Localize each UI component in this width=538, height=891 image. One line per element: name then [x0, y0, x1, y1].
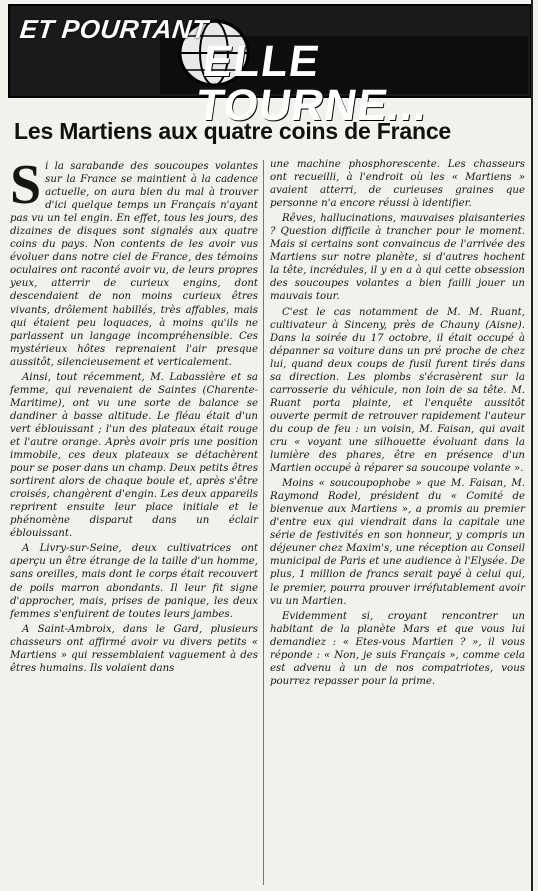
lead-text: i la sarabande des soucoupes volantes sur la France se maintient à la cadence actuelle, on aura bien du mal à trouver d'ici quelque temps un Français n'ayant pas vu un tel engin. En effet, tous les jours, des dizaines de disques sont signalés aux quatre coins du pays. Non contents de les avoir vus évoluer dans notre ciel de France, des témoins oculaires ont raconté avoir vu, de leurs propres yeux, atterrir de curieux engins, dont descendaient de non moins curieux êtres vivants, drôlement habillés, très affables, mais qui étaient peu loquaces, à moins qu'ils ne parlassent un langage incompréhensible. Ces mystérieux hôtes reprenaient l'air presque aussitôt, silencieusement et verticalement. [10, 161, 258, 368]
article-paragraph: Evidemment si, croyant rencontrer un habitant de la planète Mars et que vous lui demandiez : « Etes-vous Martien ? », il vous réponde : « Non, je suis Français », comme cela est advenu à un de nos compatriotes, vous pourrez repasser pour la prime. [270, 610, 525, 687]
article-paragraph: Rêves, hallucinations, mauvaises plaisanteries ? Question difficile à trancher pour le moment. Mais si certains sont convaincus de l'arrivée des Martiens sur notre planète, si d'autres hochent la tête, incrédules, il y en a à qui cette obsession des soucoupes volantes a bien failli jouer un mauvais tour. [270, 213, 525, 303]
article-paragraph: une machine phosphorescente. Les chasseurs ont recueilli, à l'endroit où les « Martiens » avaient atterri, de curieuses graines que personne n'a encore réussi à identifier. [270, 159, 525, 210]
article-paragraph: C'est le cas notamment de M. M. Ruant, cultivateur à Sinceny, près de Chauny (Aisne). Dans la soirée du 17 octobre, il était occupé à dépanner sa voiture dans un pré proche de chez lui, quand deux coups de fusil furent tirés dans sa direction. Les plombs s'écrasèrent sur la carrosserie du véhicule, non loin de sa tête. M. Ruant porta plainte, et l'enquête aussitôt ouverte permit de retrouver rapidement l'auteur du coup de feu : un voisin, M. Faisan, qui avait cru « voyant une silhouette évoluant dans la lumière des phares, être en présence d'un Martien occupé à réparer sa soucoupe volante ». [270, 306, 525, 475]
banner-headline: ELLE TOURNE... [193, 37, 432, 130]
article-lead-paragraph [10, 154, 258, 369]
column-divider [263, 160, 264, 885]
drop-cap: S [10, 154, 42, 216]
article-paragraph: Moins « soucoupophobe » que M. Faisan, M. Raymond Rodel, président du « Comité de bienvenue aux Martiens », a promis au premier d'entre eux qui viendrait dans la capitale une série de festivités en son honneur, y compris un déjeuner chez Maxim's, une réception au Conseil municipal de Paris et une audience à l'Elysée. De plus, 1 million de francs serait payé à celui qui, le premier, pourra prouver irréfutablement avoir vu un Martien. [270, 478, 525, 607]
article-title: Les Martiens aux quatre coins de France [14, 118, 452, 144]
article-column-left [10, 154, 258, 888]
page-edge-rule [531, 0, 533, 891]
article-paragraph: Ainsi, tout récemment, M. Labassière et sa femme, qui revenaient de Saintes (Charente-Maritime), ont vu une sorte de balance se dandiner à basse altitude. Le fléau était d'un vert éblouissant ; l'un des plateaux était rouge et l'autre orange. Après avoir pris une position immobile, ces deux plateaux se détachèrent pour se poser dans un champ. Deux petits êtres sortirent alors de chaque boule et, après s'être croisés, changèrent d'engin. Les deux appareils reprirent ensuite leur place initiale et le phénomène disparut dans un éclair éblouissant. [10, 371, 258, 540]
article-column-right [270, 158, 525, 886]
banner [8, 4, 532, 130]
article-paragraph: A Livry-sur-Seine, deux cultivatrices ont aperçu un être étrange de la taille d'un homme, sans oreilles, mais dont le corps était recouvert de poils marron abondants. Il leur fit signe d'approcher, mais, prises de panique, les deux femmes s'enfuirent de toutes leurs jambes. [10, 543, 258, 620]
article-paragraph: A Saint-Ambroix, dans le Gard, plusieurs chasseurs ont affirmé avoir vu divers petits « Martiens » qui ressemblaient vaguement à des êtres humains. Ils volaient dans [10, 623, 258, 674]
banner-kicker: ET POURTANT [18, 14, 210, 44]
